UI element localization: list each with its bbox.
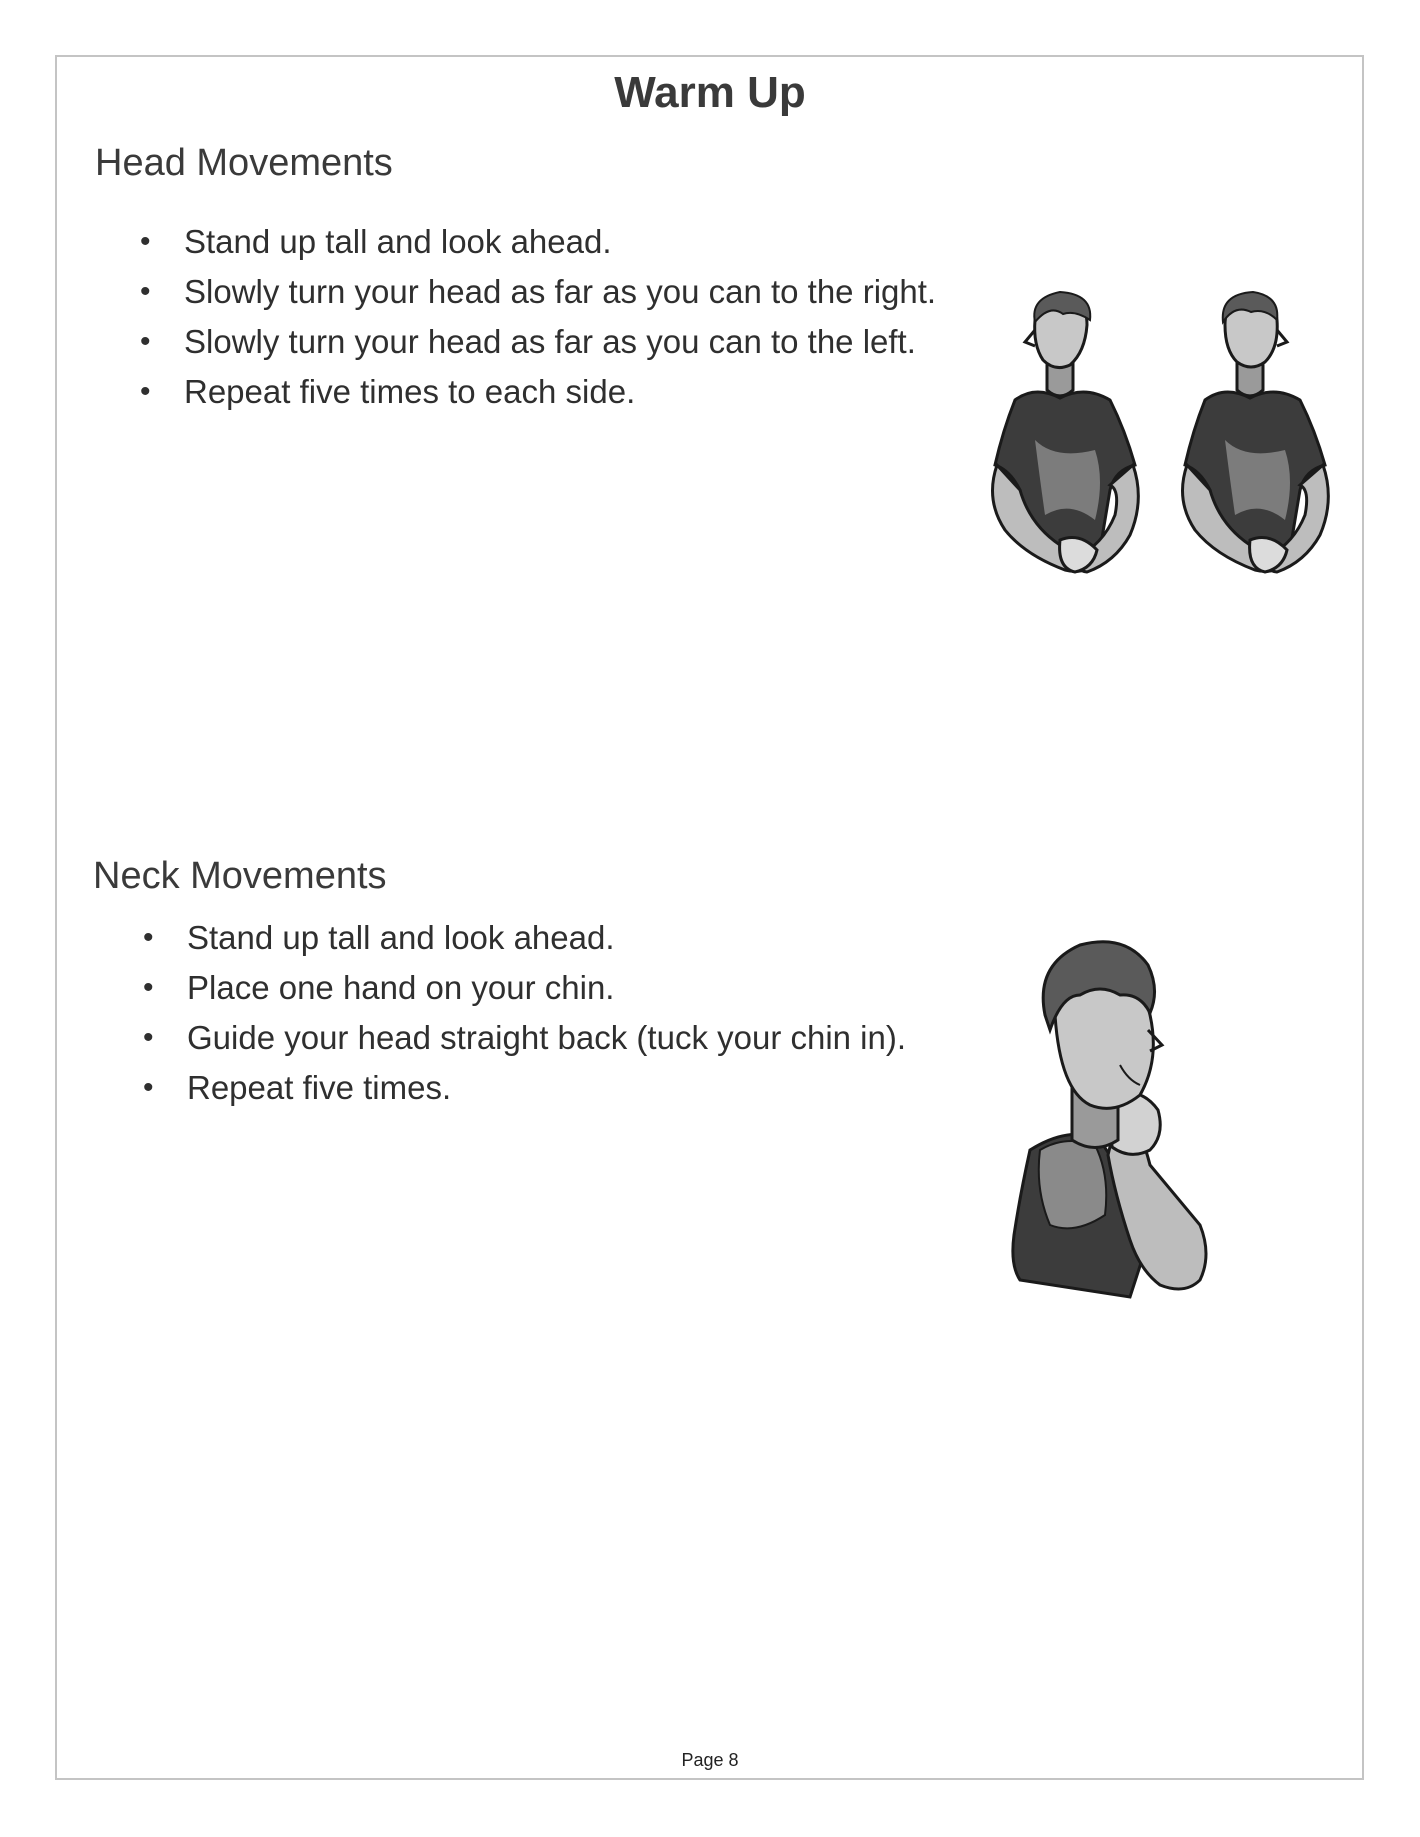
neck-movements-heading: Neck Movements — [93, 855, 387, 897]
head-turn-illustration — [975, 290, 1355, 600]
head-movements-heading: Head Movements — [95, 142, 393, 184]
list-item: • Repeat five times to each side. — [140, 367, 936, 417]
list-item: • Guide your head straight back (tuck your chin in). — [143, 1013, 906, 1063]
list-item: • Repeat five times. — [143, 1063, 906, 1113]
list-item: • Slowly turn your head as far as you can to the right. — [140, 267, 936, 317]
list-item: • Place one hand on your chin. — [143, 963, 906, 1013]
figure-turning-right — [993, 292, 1139, 572]
figure-turning-left — [1183, 292, 1329, 572]
list-item: • Stand up tall and look ahead. — [140, 217, 936, 267]
page-number: Page 8 — [681, 1750, 739, 1770]
head-movements-list — [140, 217, 936, 417]
chin-tuck-illustration — [1000, 935, 1240, 1300]
list-item: • Slowly turn your head as far as you can to the left. — [140, 317, 936, 367]
page-title: Warm Up — [614, 68, 806, 117]
neck-movements-list — [143, 913, 906, 1113]
list-item: • Stand up tall and look ahead. — [143, 913, 906, 963]
